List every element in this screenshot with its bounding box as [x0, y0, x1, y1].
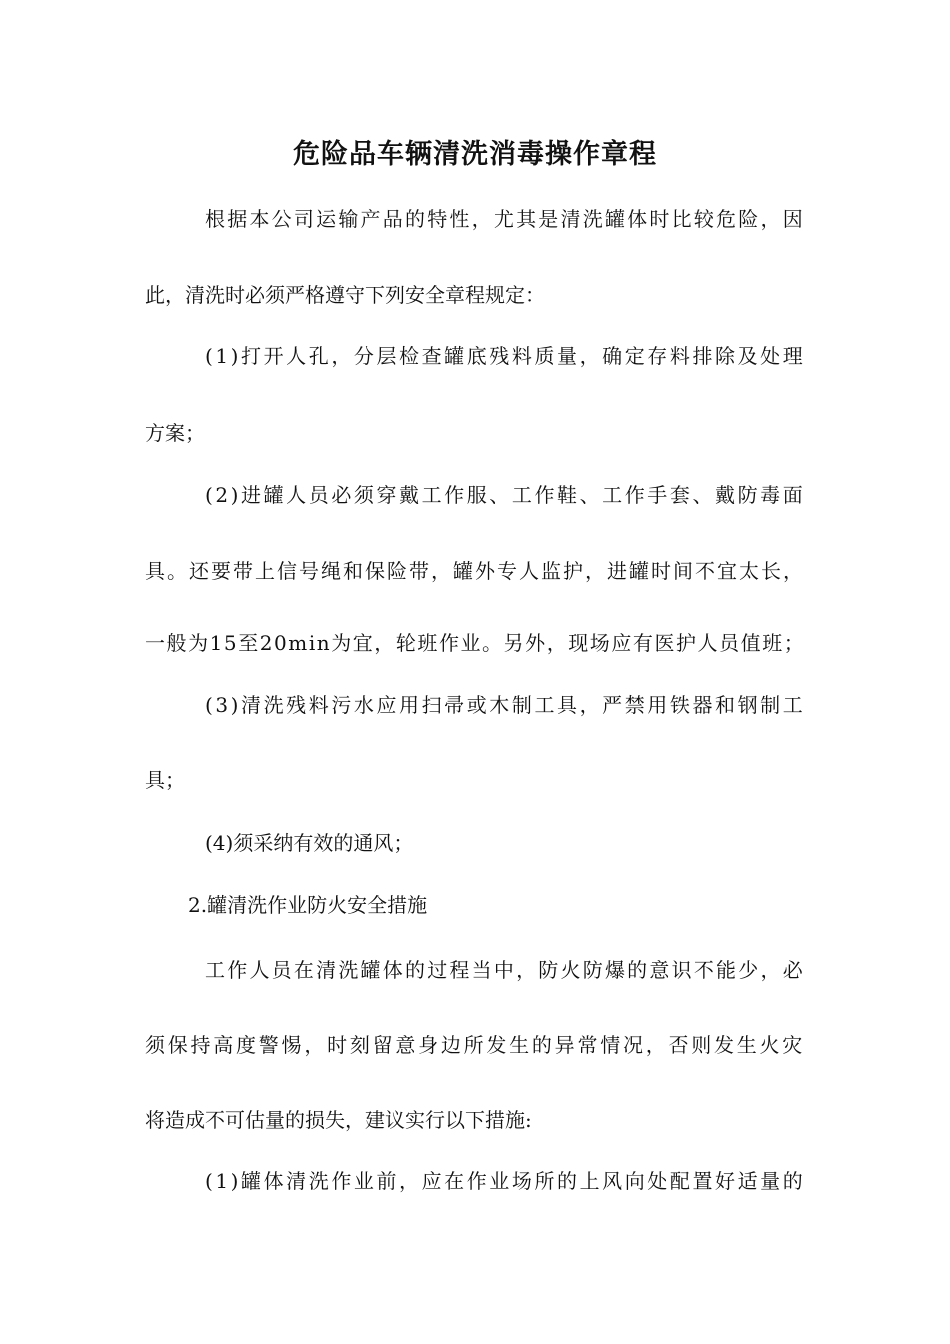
list-item-line: (1)罐体清洗作业前，应在作业场所的上风向处配置好适量的: [205, 1169, 806, 1193]
paragraph-line: 将造成不可估量的损失，建议实行以下措施:: [145, 1108, 532, 1132]
section-heading: 2.罐清洗作业防火安全措施: [188, 893, 428, 917]
list-item-line: (4)须采纳有效的通风；: [205, 831, 414, 855]
paragraph-line: 须保持高度警惕，时刻留意身边所发生的异常情况，否则发生火灾: [145, 1033, 806, 1057]
list-item-line: (2)进罐人员必须穿戴工作服、工作鞋、工作手套、戴防毒面: [205, 483, 806, 507]
list-item-line: (3)清洗残料污水应用扫帚或木制工具，严禁用铁器和钢制工: [205, 693, 806, 717]
paragraph-line: 根据本公司运输产品的特性，尤其是清洗罐体时比较危险，因: [205, 207, 805, 231]
paragraph-line: 工作人员在清洗罐体的过程当中，防火防爆的意识不能少，必: [205, 958, 805, 982]
list-item-line: 具。还要带上信号绳和保险带，罐外专人监护，进罐时间不宜太长，: [145, 559, 805, 583]
list-item-line: 方案；: [145, 421, 205, 445]
list-item-line: (1)打开人孔，分层检查罐底残料质量，确定存料排除及处理: [205, 344, 806, 368]
list-item-line: 具；: [145, 768, 185, 792]
paragraph-line: 此，清洗时必须严格遵守下列安全章程规定：: [145, 283, 545, 307]
page-title: 危险品车辆清洗消毒操作章程: [293, 139, 657, 170]
list-item-line: 一般为15至20min为宜，轮班作业。另外，现场应有医护人员值班；: [145, 631, 806, 655]
